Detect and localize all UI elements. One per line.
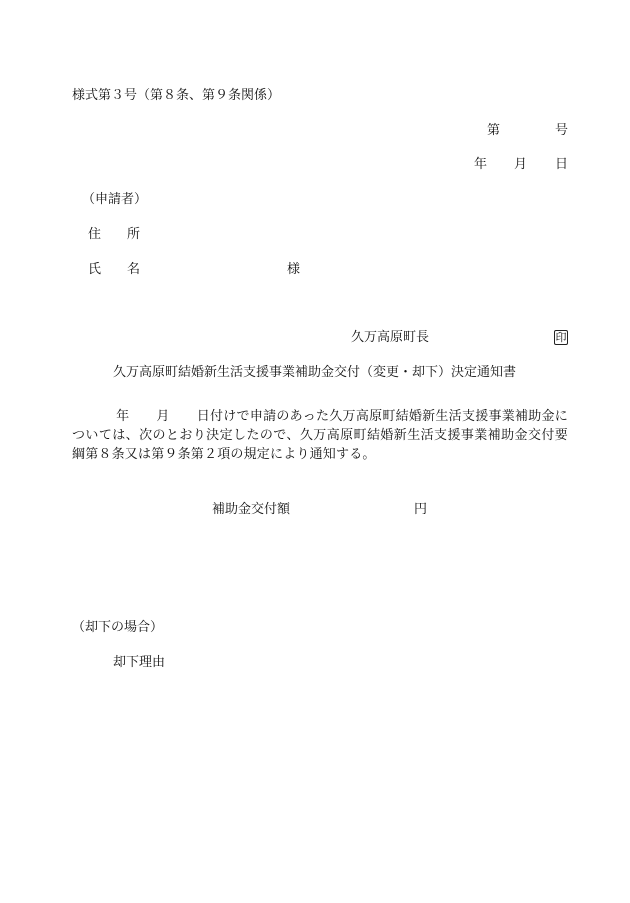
body-month: 月 [156,409,170,424]
body-paragraph [72,407,568,464]
body-year: 年 [116,409,130,424]
applicant-heading: （申請者） [82,192,148,207]
amount-unit: 円 [414,502,428,517]
rejection-heading: （却下の場合） [72,620,164,635]
issuer-title: 久万高原町長 [351,330,430,345]
rejection-reason-label: 却下理由 [113,655,166,670]
honorific: 様 [287,262,301,277]
name-label-2: 名 [127,262,141,277]
address-label-2: 所 [127,227,141,242]
address-label-1: 住 [88,227,102,242]
body-text: 日付けで申請のあった久万高原町結婚新生活支援事業補助金については、次のとおり決定したので、久万高原町結婚新生活支援事業補助金交付要綱第８条又は第９条第２項の規定により通知する。 [72,409,569,462]
date-day: 日 [555,157,569,172]
amount-label: 補助金交付額 [212,502,291,517]
seal-mark [554,330,568,346]
document-number-suffix: 号 [555,123,569,138]
name-label-1: 氏 [88,262,102,277]
document-title: 久万高原町結婚新生活支援事業補助金交付（変更・却下）決定通知書 [113,365,517,380]
date-month: 月 [514,157,528,172]
form-number: 様式第３号（第８条、第９条関係） [72,88,281,103]
seal-icon: 印 [555,331,567,344]
date-year: 年 [474,157,488,172]
document-number-prefix: 第 [487,123,501,138]
